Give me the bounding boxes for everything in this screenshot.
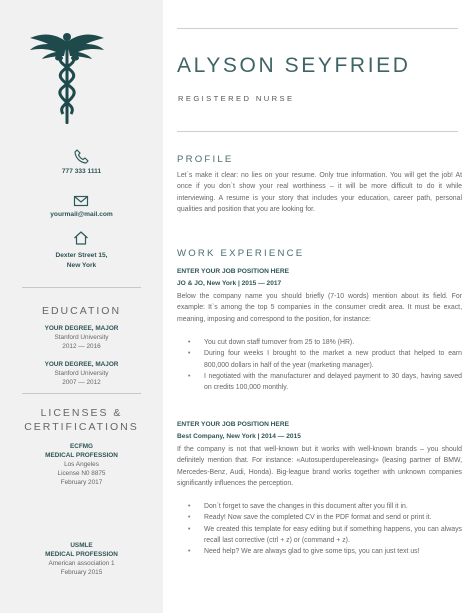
header-rule-top xyxy=(177,28,458,29)
job-description: Below the company name you should briefly (7-10 words) mention about its field. For example: It`s among the top 5 companies in the consumer credit area. It must be exact, meaning, imposing and correspond to the position, for instance: xyxy=(177,293,462,323)
mail-icon xyxy=(72,193,90,209)
education-title: EDUCATION xyxy=(41,305,122,317)
degree-name: YOUR DEGREE, MAJOR xyxy=(44,325,119,332)
license-date: February 2017 xyxy=(60,479,103,486)
school-name: Stanford University xyxy=(54,334,109,341)
license-item xyxy=(0,541,163,577)
license-place: Los Angeles xyxy=(64,461,99,468)
license-org: USMLE xyxy=(70,542,93,549)
header-rule-bottom xyxy=(177,131,458,132)
education-item xyxy=(0,324,163,351)
list-item: • During four weeks I brought to the market a new product that helped to earn 800,000 dollars in half of the year (marketing manager). xyxy=(177,348,462,371)
job-bullets xyxy=(177,501,462,557)
license-name: MEDICAL PROFESSION xyxy=(45,452,118,459)
list-item: • Don`t forget to save the changes in this document after you fill it in. xyxy=(177,501,462,512)
profile-title: PROFILE xyxy=(177,154,234,165)
job-bullets xyxy=(177,337,462,393)
degree-years: 2012 — 2016 xyxy=(62,343,101,350)
licenses-title-line-1: LICENSES & xyxy=(40,407,123,419)
license-date: February 2015 xyxy=(60,569,103,576)
job-description: If the company is not that well-known but it works with well-known brands – you should definitely mention that. For instance: «Autosuperdupereleasing» (leasing partner of BMW, Mercedes-Benz, Audi, Honda). Big-league brand works together with unknown companies significantly influences the perception. xyxy=(177,446,462,487)
phone-number: 777 333 1111 xyxy=(61,168,102,175)
job-company: Best Company, New York | 2014 — 2015 xyxy=(177,433,301,440)
email-address[interactable]: yourmail@mail.com xyxy=(50,211,113,218)
profile-text: Let`s make it clear: no lies on your resume. Only true information. You will get the job! At once if you don`t show your real worthiness – it will be more difficult to do it while interviewing. A resume is your story that includes your education, career path, personal qualities and position that you are looking for. xyxy=(177,172,462,213)
license-detail: License N0 8875 xyxy=(57,470,106,477)
list-item: • We created this template for easy editing but if something happens, you can always recall last corrective (ctrl + z) or (command + z). xyxy=(177,524,462,547)
list-item: • Need help? We are always glad to give some tips, you can just text us! xyxy=(177,546,462,557)
degree-name: YOUR DEGREE, MAJOR xyxy=(44,361,119,368)
work-experience-title: WORK EXPERIENCE xyxy=(177,248,305,259)
degree-years: 2007 — 2012 xyxy=(62,379,101,386)
house-icon xyxy=(72,230,90,246)
job-company: JO & JO, New York | 2015 — 2017 xyxy=(177,280,282,287)
job-position: ENTER YOUR JOB POSITION HERE xyxy=(177,268,289,275)
education-item xyxy=(0,360,163,387)
list-item: • Ready! Now save the completed CV in the PDF format and send or print it. xyxy=(177,512,462,523)
divider xyxy=(22,393,141,394)
address-line-2: New York xyxy=(66,262,97,269)
licenses-title-line-2: CERTIFICATIONS xyxy=(24,421,139,433)
license-org: ECFMG xyxy=(69,443,94,450)
list-item: • You cut down staff turnover from 25 to 18% (HR). xyxy=(177,337,462,348)
phone-icon xyxy=(72,148,90,164)
address-line-1: Dexter Street 15, xyxy=(55,252,108,259)
license-place: American association 1 xyxy=(48,560,115,567)
divider xyxy=(22,287,141,288)
caduceus-icon xyxy=(26,28,108,128)
person-name: ALYSON SEYFRIED xyxy=(177,54,411,77)
list-item: • I negotiated with the manufacturer and delayed payment to 30 days, having saved on credits 100,000 monthly. xyxy=(177,371,462,394)
license-name: MEDICAL PROFESSION xyxy=(45,551,118,558)
license-item xyxy=(0,442,163,487)
person-role: REGISTERED NURSE xyxy=(178,94,295,103)
sidebar xyxy=(0,0,163,613)
school-name: Stanford University xyxy=(54,370,109,377)
job-position: ENTER YOUR JOB POSITION HERE xyxy=(177,421,289,428)
